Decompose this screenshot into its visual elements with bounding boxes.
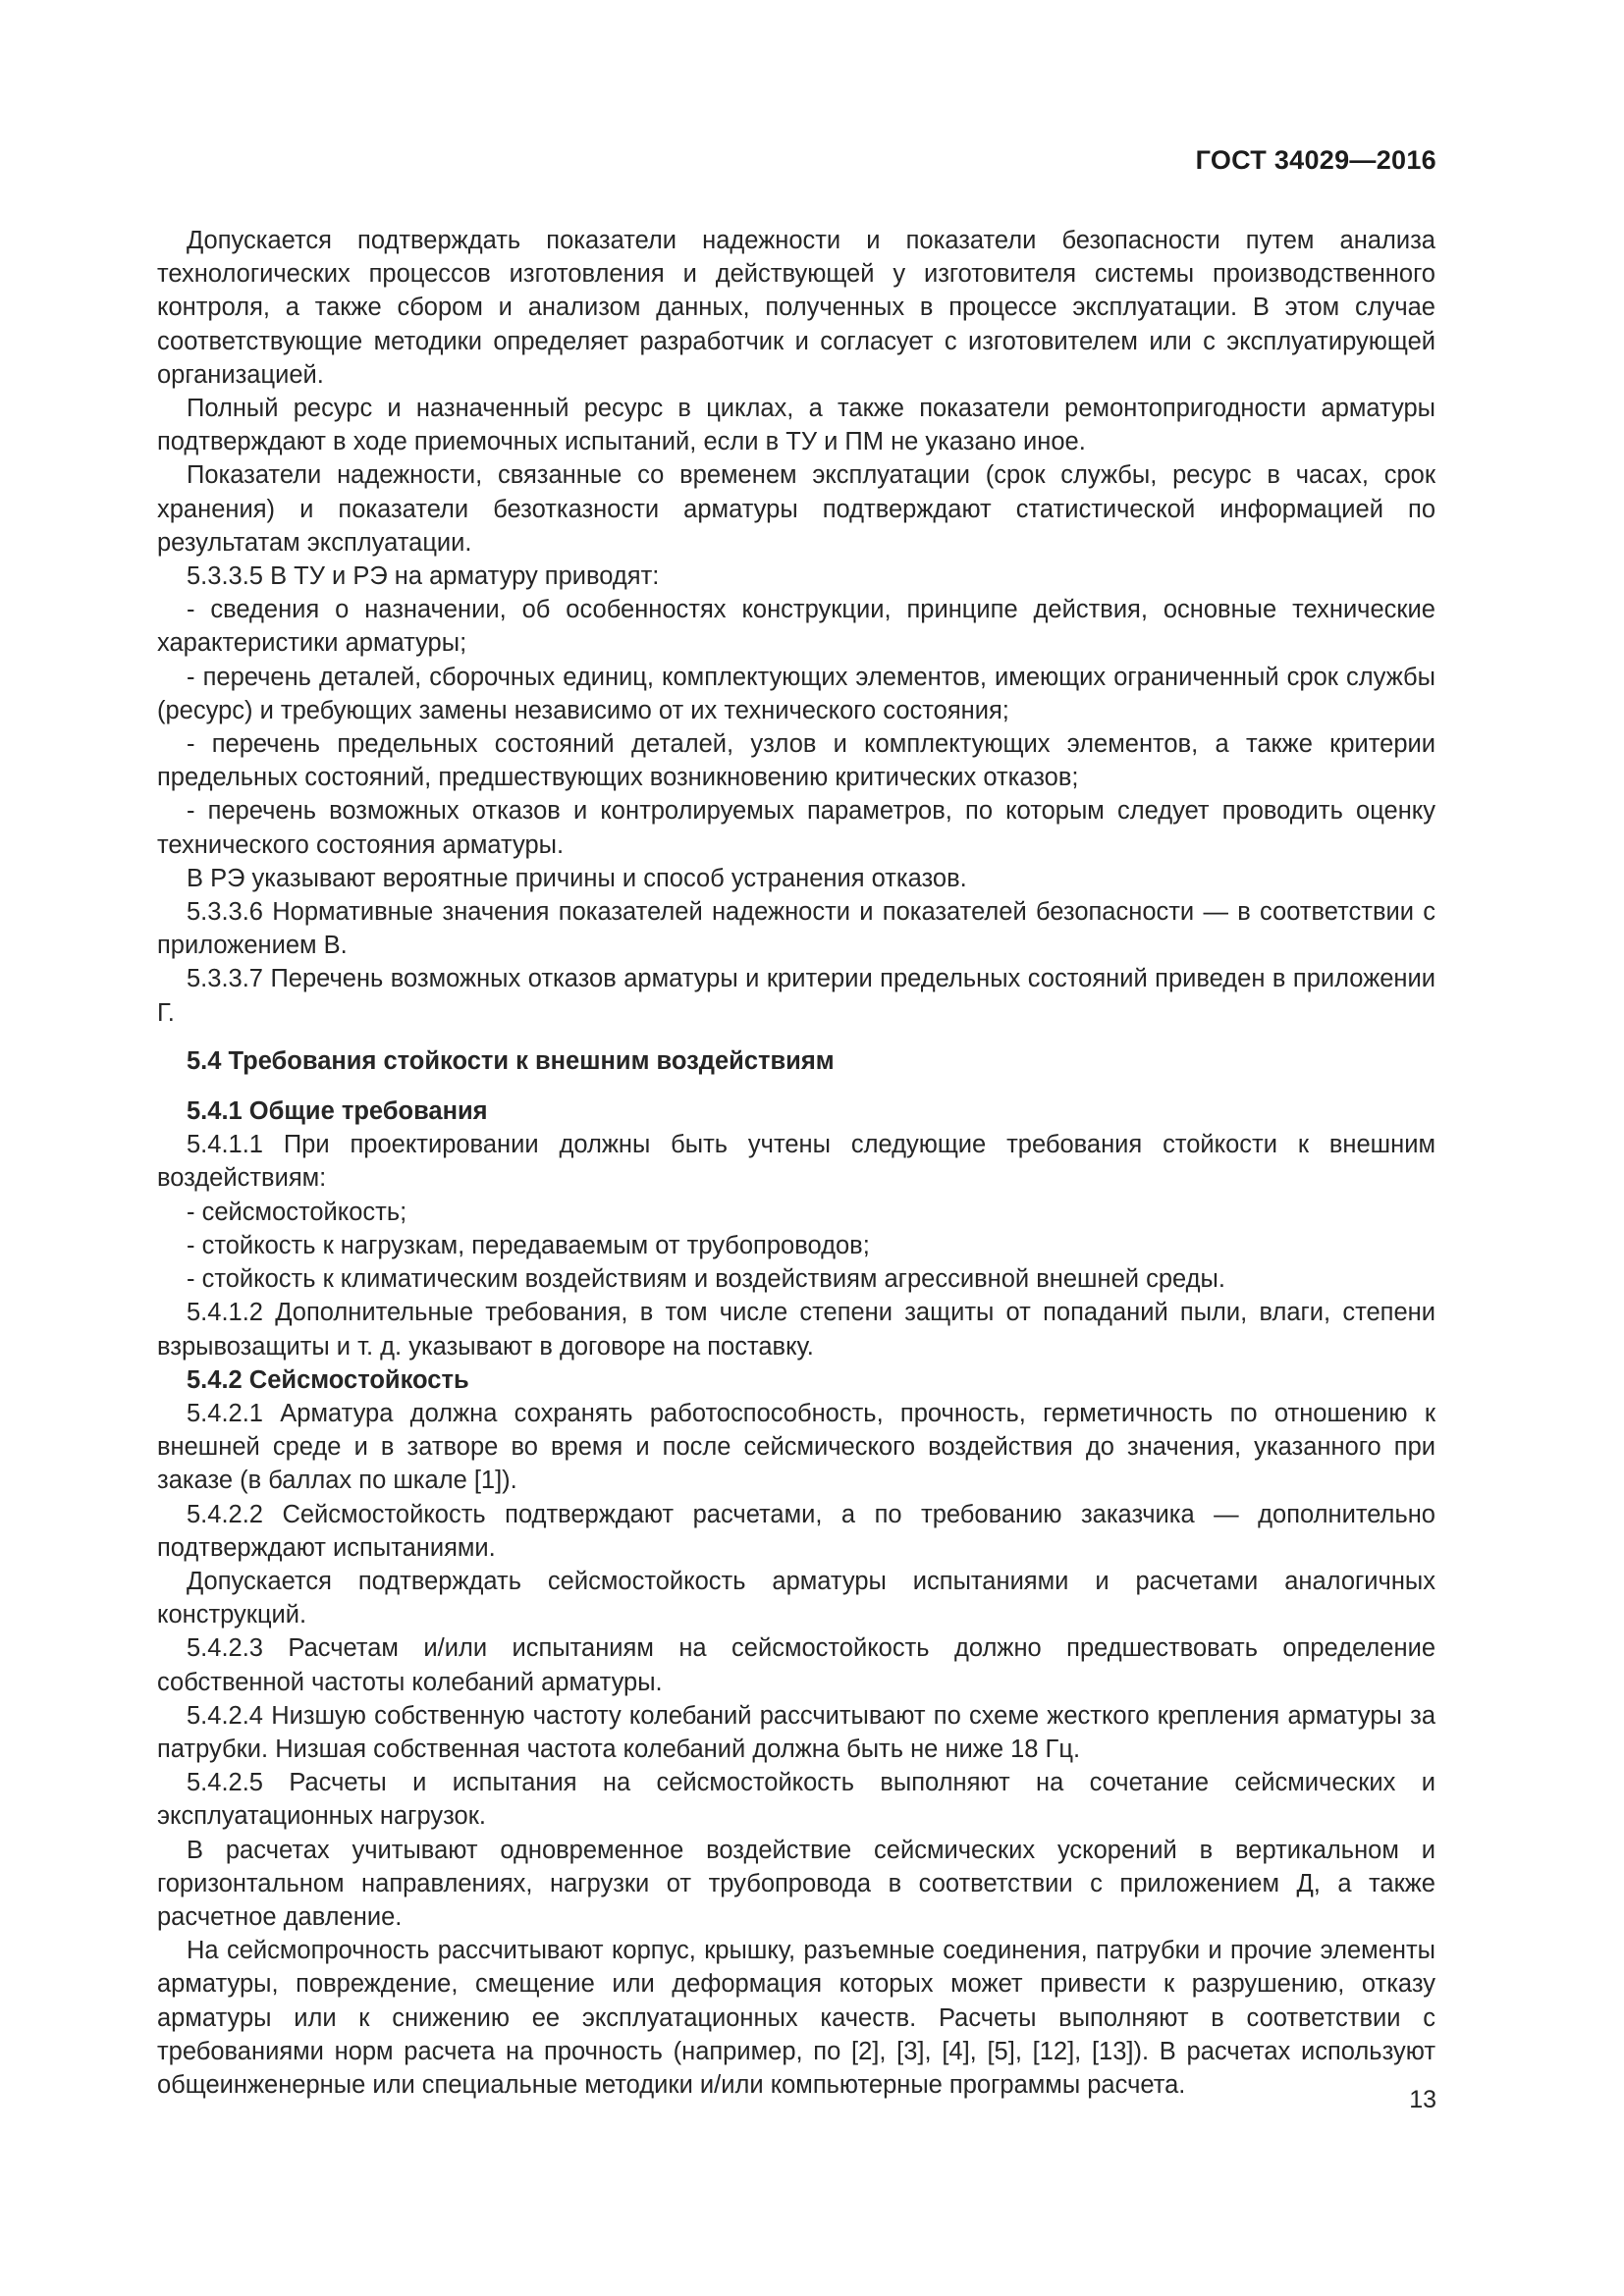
list-item: - стойкость к климатическим воздействиям и воздействиям агрессивной внешней среды.	[187, 1265, 1225, 1294]
page-number: 13	[1409, 2086, 1436, 2113]
clause-5-4-1-2: 5.4.1.2 Дополнительные требования, в том числе степени защиты от попаданий пыли, влаги, степени взрывозащиты и т. д. указывают в договоре на поставку.	[157, 1299, 1435, 1361]
paragraph: На сейсмопрочность рассчитывают корпус, крышку, разъемные соединения, патрубки и прочие элементы арматуры, повреждение, смещение или деформация которых может привести к разрушению, отказу арматуры или к снижению ее эксплуатационных качеств. Расчеты выполняют в соответствии с требованиями норм расчета на прочность (например, по [2], [3], [4], [5], [12], [13]). В расчетах используют общеинженерные или специальные методики и/или компьютерные программы расчета.	[157, 1937, 1435, 2099]
paragraph: Показатели надежности, связанные со временем эксплуатации (срок службы, ресурс в часах, срок хранения) и показатели безотказности арматуры подтверждают статистической информацией по результатам эксплуатации.	[157, 461, 1435, 557]
list-item: - перечень возможных отказов и контролируемых параметров, по которым следует проводить оценку технического состояния арматуры.	[157, 797, 1435, 859]
list-item: - перечень деталей, сборочных единиц, комплектующих элементов, имеющих ограниченный срок службы (ресурс) и требующих замены независимо от их технического состояния;	[157, 663, 1435, 724]
clause-5-3-3-5: 5.3.3.5 В ТУ и РЭ на арматуру приводят:	[187, 562, 660, 591]
paragraph: В расчетах учитывают одновременное воздействие сейсмических ускорений в вертикальном и горизонтальном направлениях, нагрузки от трубопровода в соответствии с приложением Д, а также расчетное давление.	[157, 1836, 1435, 1931]
clause-5-4-2-3: 5.4.2.3 Расчетам и/или испытаниям на сейсмостойкость должно предшествовать определение собственной частоты колебаний арматуры.	[157, 1634, 1435, 1696]
subsection-5-4-1-heading: 5.4.1 Общие требования	[187, 1097, 488, 1126]
paragraph: Допускается подтверждать показатели надежности и показатели безопасности путем анализа технологических процессов изготовления и действующей у изготовителя системы производственного контроля, а также сбором и анализом данных, полученных в процессе эксплуатации. В этом случае соответствующие методики определяет разработчик и согласует с изготовителем или с эксплуатирующей организацией.	[157, 227, 1435, 389]
paragraph: Полный ресурс и назначенный ресурс в циклах, а также показатели ремонтопригодности арматуры подтверждают в ходе приемочных испытаний, если в ТУ и ПМ не указано иное.	[157, 395, 1435, 456]
clause-5-4-2-5: 5.4.2.5 Расчеты и испытания на сейсмостойкость выполняют на сочетание сейсмических и эксплуатационных нагрузок.	[157, 1769, 1435, 1831]
clause-5-4-2-4: 5.4.2.4 Низшую собственную частоту колебаний рассчитывают по схеме жесткого крепления арматуры за патрубки. Низшая собственная частота колебаний должна быть не ниже 18 Гц.	[157, 1701, 1435, 1763]
list-item: - стойкость к нагрузкам, передаваемым от трубопроводов;	[187, 1231, 870, 1259]
clause-5-4-2-1: 5.4.2.1 Арматура должна сохранять работоспособность, прочность, герметичность по отношению к внешней среде и в затворе во время и после сейсмического воздействия до значения, указанного при заказе (в баллах по шкале [1]).	[157, 1399, 1435, 1495]
list-item: - сведения о назначении, об особенностях конструкции, принципе действия, основные технические характеристики арматуры;	[157, 596, 1435, 658]
paragraph: В РЭ указывают вероятные причины и способ устранения отказов.	[187, 864, 967, 892]
list-item: - сейсмостойкость;	[187, 1198, 407, 1226]
clause-5-3-3-7: 5.3.3.7 Перечень возможных отказов арматуры и критерии предельных состояний приведен в приложении Г.	[157, 965, 1435, 1027]
clause-5-4-2-2: 5.4.2.2 Сейсмостойкость подтверждают расчетами, а по требованию заказчика — дополнительно подтверждают испытаниями.	[157, 1500, 1435, 1562]
list-item: - перечень предельных состояний деталей, узлов и комплектующих элементов, а также критерии предельных состояний, предшествующих возникновению критических отказов;	[157, 730, 1435, 792]
paragraph: Допускается подтверждать сейсмостойкость арматуры испытаниями и расчетами аналогичных конструкций.	[157, 1567, 1435, 1629]
subsection-5-4-2-heading: 5.4.2 Сейсмостойкость	[187, 1365, 469, 1394]
clause-5-4-1-1: 5.4.1.1 При проектировании должны быть учтены следующие требования стойкости к внешним воздействиям:	[157, 1131, 1435, 1193]
section-5-4-heading: 5.4 Требования стойкости к внешним воздействиям	[187, 1046, 835, 1075]
clause-5-3-3-6: 5.3.3.6 Нормативные значения показателей надежности и показателей безопасности — в соответствии с приложением В.	[157, 898, 1435, 960]
document-body	[157, 224, 1435, 2102]
standard-id-header: ГОСТ 34029—2016	[1195, 145, 1436, 175]
